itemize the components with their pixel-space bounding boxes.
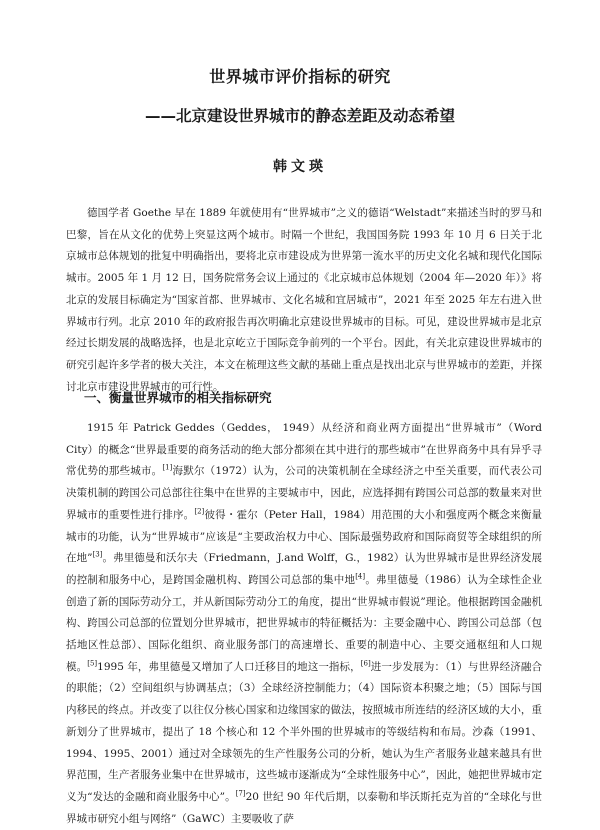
paper-title: 世界城市评价指标的研究 bbox=[209, 67, 391, 86]
text-segment: 。弗里德曼和沃尔夫（Friedmann，J.and Wolff，G.，1982）认为世界城市是世界经济发展的控制和服务中心，是跨国金融机构、跨国公司总部的集中地 bbox=[66, 552, 542, 586]
citation-ref: [1] bbox=[162, 463, 173, 472]
citation-ref: [4] bbox=[355, 572, 366, 581]
text-segment: 1995 年，弗里德曼又增加了人口迁移目的地这一指标， bbox=[97, 660, 361, 673]
text-segment: 20 世纪 90 年代后期，以泰勒和毕沃斯托克为首的“全球化与世界城市研究小组与网络”（GaWC）主要吸收了萨 bbox=[66, 790, 542, 825]
citation-ref: [7] bbox=[235, 789, 246, 798]
text-segment: 海默尔（1972）认为，公司的决策机制在全球经济之中至关重要，而代表公司决策机制的跨国公司总部往往集中在世界的主要城市中，因此，应选择拥有跨国公司总部的数量来对世界城市的重要性进行排序。 bbox=[66, 465, 542, 521]
citation-ref: [6] bbox=[360, 659, 371, 668]
citation-ref: [5] bbox=[87, 659, 98, 668]
text-segment: 彼得・霍尔（Peter Hall，1984）用范围的大小和强度两个概念来衡量城市的功能，认为“世界城市”应该是“主要政治权力中心、国际最强势政府和国际商贸等全球组织的所在地” bbox=[66, 508, 543, 565]
citation-ref: [3] bbox=[92, 550, 103, 559]
author-name: 韩文瑛 bbox=[273, 159, 327, 175]
text-segment: 。弗里德曼（1986）认为全球性企业创造了新的国际劳动分工，并从新国际劳动分工的角度，提出“世界城市假说”理论。他根据跨国金融机构、跨国公司总部的位置划分世界城市，把世界城市的特征概括为：主要金融中心、跨国公司总部（包括地区性总部）、国际化组织、商业服务部门的高速增长、重要的制造中心、主要交通枢纽和人口规模。 bbox=[66, 573, 542, 673]
section-heading: 一、衡量世界城市的相关指标研究 bbox=[84, 390, 272, 405]
citation-ref: [2] bbox=[194, 507, 205, 516]
text-segment: 进一步发展为：（1）与世界经济融合的职能；（2）空间组织与协调基点；（3）全球经济控制能力；（4）国际资本积聚之地；（5）国际与国内移民的终点。并改变了以往仅分核心国家和边缘国家的做法，按照城市所连结的经济区域的大小，重新划分了世界城市，提出了 18 个核心和 12 个半外围的世界城市的等级结构和布局。沙森（1991、1994、1995、2001）通过对全球领先的生产性服务公司的分析，她认为生产者服务业越来越具有世界范围，生产者服务业集中在世界城市，这些城市逐渐成为“全球性服务中心”，因此，她把世界城市定义为“发达的金融和商业服务中心”。 bbox=[66, 660, 543, 803]
text-segment: 1915 年 Patrick Geddes（Geddes， 1949）从经济和商业两方面提出“世界城市”（Word City）的概念“世界最重要的商务活动的绝大部分都须在其中进行的那些城市”在世界商务中具有异乎寻常优势的那些城市。 bbox=[66, 422, 542, 478]
intro-paragraph: 德国学者 Goethe 早在 1889 年就使用有“世界城市”之义的德语“Welstadt”来描述当时的罗马和巴黎，旨在从文化的优势上突显这两个城市。时隔一个世纪，我国国务院 1993 年 10 月 6 日关于北京城市总体规划的批复中明确指出，要将北京市建设成为世界第一流水平的历史文化名城和现代化国际城市。2005 年 1 月 12 日，国务院常务会议上通过的《北京城市总体规划（2004 年—2020 年）》将北京的发展目标确定为“国家首都、世界城市、文化名城和宜居城市”，2021 年至 2025 年左右进入世界城市行列。北京 2010 年的政府报告再次明确北京建设世界城市的目标。可见，建设世界城市是北京经过长期发展的战略选择，也是北京屹立于国际竞争前列的一个平台。因此，有关北京建设世界城市的研究引起许多学者的极大关注，本文在梳理这些文献的基础上重点是找出北京与世界城市的差距，并探讨北京市建设世界城市的可行性。 bbox=[66, 207, 542, 393]
section-paragraph bbox=[66, 418, 542, 830]
paper-subtitle: ——北京建设世界城市的静态差距及动态希望 bbox=[144, 107, 455, 125]
